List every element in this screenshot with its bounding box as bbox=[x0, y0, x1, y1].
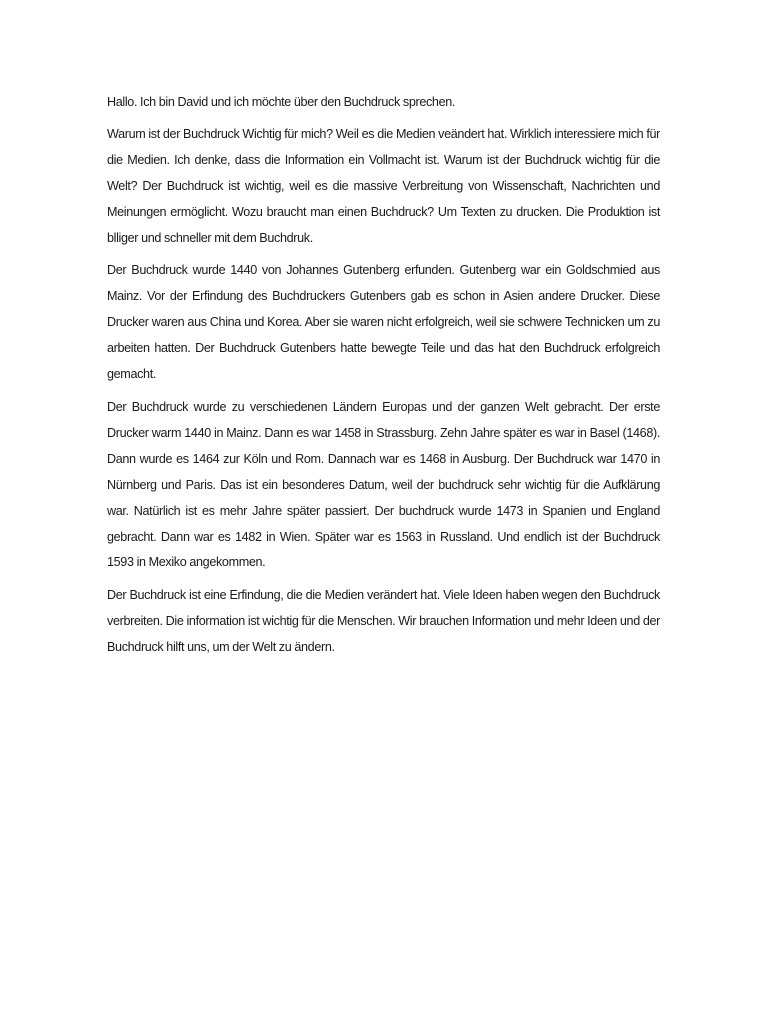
document-body bbox=[107, 90, 660, 668]
paragraph-greeting: Hallo. Ich bin David und ich möchte über den Buchdruck sprechen. bbox=[107, 95, 456, 109]
paragraph-invention: Der Buchdruck wurde 1440 von Johannes Gutenberg erfunden. Gutenberg war ein Goldschmied aus Mainz. Vor der Erfindung des Buchdruckers Gutenbers gab es schon in Asien andere Drucker. Diese Drucker waren aus China und Korea. Aber sie waren nicht erfolgreich, weil sie schwere Technicken um zu arbeiten hatten. Der Buchdruck Gutenbers hatte bewegte Teile und das hat den Buchdruck erfolgreich gemacht. bbox=[107, 263, 660, 382]
paragraph-conclusion: Der Buchdruck ist eine Erfindung, die die Medien verändert hat. Viele Ideen haben wegen den Buchdruck verbreiten. Die information ist wichtig für die Menschen. Wir brauchen Information und mehr Ideen und der Buchdruck hilft uns, um der Welt zu ändern. bbox=[107, 588, 660, 655]
paragraph-spread: Der Buchdruck wurde zu verschiedenen Ländern Europas und der ganzen Welt gebracht. Der erste Drucker warm 1440 in Mainz. Dann es war 1458 in Strassburg. Zehn Jahre später es war in Basel (1468). Dann wurde es 1464 zur Köln und Rom. Dannach war es 1468 in Ausburg. Der Buchdruck war 1470 in Nürnberg und Paris. Das ist ein besonderes Datum, weil der buchdruck sehr wichtig für die Aufklärung war. Natürlich ist es mehr Jahre später passiert. Der buchdruck wurde 1473 in Spanien und England gebracht. Dann war es 1482 in Wien. Später war es 1563 in Russland. Und endlich ist der Buchdruck 1593 in Mexiko angekommen. bbox=[107, 399, 660, 570]
paragraph-importance: Warum ist der Buchdruck Wichtig für mich? Weil es die Medien veändert hat. Wirklich interessiere mich für die Medien. Ich denke, dass die Information ein Vollmacht ist. Warum ist der Buchdruck wichtig für die Welt? Der Buchdruck ist wichtig, weil es die massive Verbreitung von Wissenschaft, Nachrichten und Meinungen ermöglicht. Wozu braucht man einen Buchdruck? Um Texten zu drucken. Die Produktion ist blliger und schneller mit dem Buchdruk. bbox=[107, 126, 660, 245]
